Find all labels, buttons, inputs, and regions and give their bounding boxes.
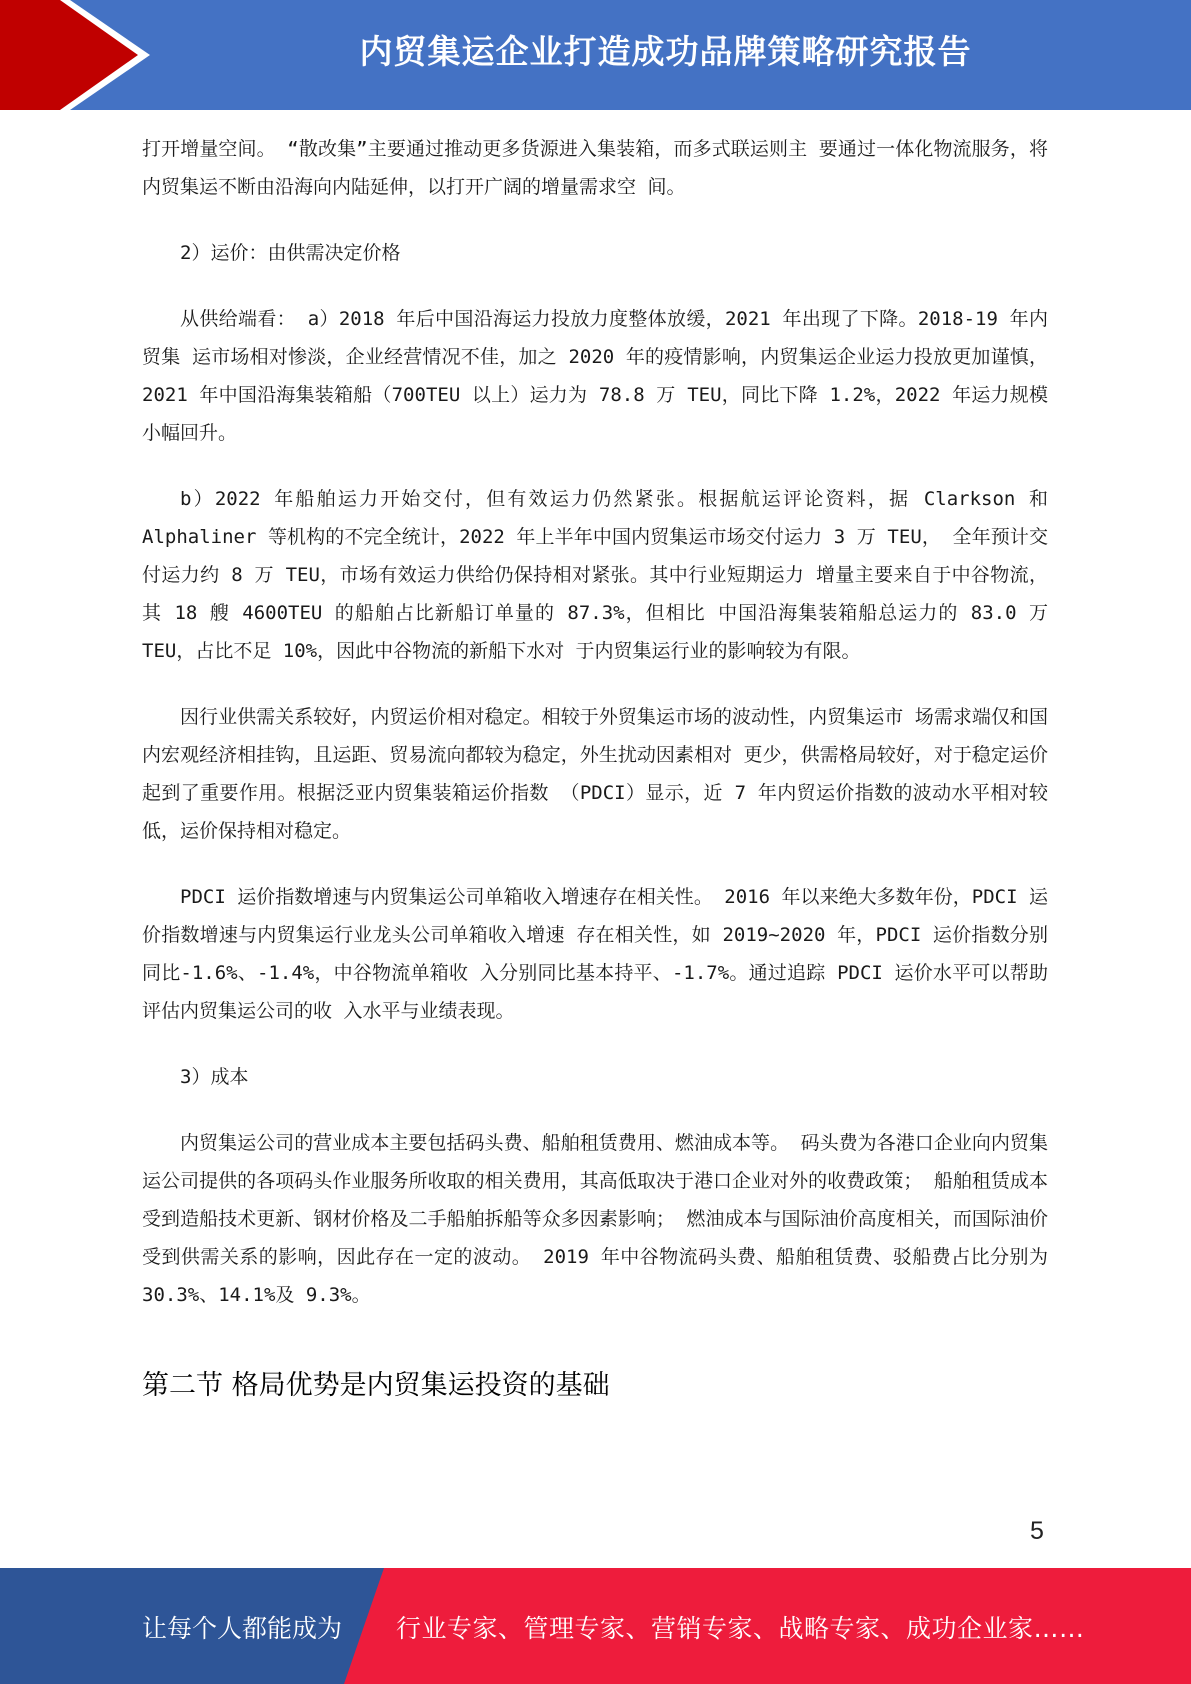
footer-slogan-left: 让每个人都能成为 bbox=[142, 1614, 343, 1643]
body-paragraph: 内贸集运公司的营业成本主要包括码头费、船舶租赁费用、燃油成本等。 码头费为各港口企业向内贸集运公司提供的各项码头作业服务所收取的相关费用，其高低取决于港口企业对外的收费政策； 船舶租赁成本受到造船技术更新、钢材价格及二手船舶拆船等众多因素影响； 燃油成本与国际油价高度相关，而国际油价受到供需关系的影响，因此存在一定的波动。 2019 年中谷物流码头费、船舶租赁费、驳船费占比分别为 30.3%、14.1%及 9.3%。 bbox=[142, 1132, 1048, 1306]
header-arrow-decoration bbox=[0, 0, 150, 110]
body-paragraph: 从供给端看： a）2018 年后中国沿海运力投放力度整体放缓，2021 年出现了下降。2018-19 年内贸集 运市场相对惨淡，企业经营情况不佳，加之 2020 年的疫情影响，内贸集运企业运力投放更加谨慎， 2021 年中国沿海集装箱船（700TEU 以上）运力为 78.8 万 TEU，同比下降 1.2%，2022 年运力规模小幅回升。 bbox=[142, 308, 1048, 444]
report-title: 内贸集运企业打造成功品牌策略研究报告 bbox=[359, 32, 972, 71]
body-paragraph: b）2022 年船舶运力开始交付，但有效运力仍然紧张。根据航运评论资料，据 Clarkson 和 Alphaliner 等机构的不完全统计，2022 年上半年中国内贸集运市场交付运力 3 万 TEU， 全年预计交付运力约 8 万 TEU，市场有效运力供给仍保持相对紧张。其中行业短期运力 增量主要来自于中谷物流，其 18 艘 4600TEU 的船舶占比新船订单量的 87.3%，但相比 中国沿海集装箱船总运力的 83.0 万 TEU，占比不足 10%，因此中谷物流的新船下水对 于内贸集运行业的影响较为有限。 bbox=[142, 488, 1048, 662]
page-footer bbox=[0, 1568, 1191, 1684]
subsection-heading-price: 2）运价：由供需决定价格 bbox=[180, 242, 401, 264]
body-paragraph: PDCI 运价指数增速与内贸集运公司单箱收入增速存在相关性。 2016 年以来绝大多数年份，PDCI 运价指数增速与内贸集运行业龙头公司单箱收入增速 存在相关性，如 2019~2020 年，PDCI 运价指数分别同比-1.6%、-1.4%，中谷物流单箱收 入分别同比基本持平、-1.7%。通过追踪 PDCI 运价水平可以帮助评估内贸集运公司的收 入水平与业绩表现。 bbox=[142, 886, 1048, 1022]
report-body bbox=[142, 130, 1048, 1314]
body-paragraph: 打开增量空间。 “散改集”主要通过推动更多货源进入集装箱，而多式联运则主 要通过一体化物流服务，将内贸集运不断由沿海向内陆延伸，以打开广阔的增量需求空 间。 bbox=[142, 138, 1048, 198]
body-paragraph: 因行业供需关系较好，内贸运价相对稳定。相较于外贸集运市场的波动性，内贸集运市 场需求端仅和国内宏观经济相挂钩，且运距、贸易流向都较为稳定，外生扰动因素相对 更少，供需格局较好，对于稳定运价起到了重要作用。根据泛亚内贸集装箱运价指数 （PDCI）显示，近 7 年内贸运价指数的波动水平相对较低，运价保持相对稳定。 bbox=[142, 706, 1048, 842]
page-header bbox=[0, 0, 1191, 110]
page-number: 5 bbox=[1030, 1517, 1044, 1545]
footer-slogan-right: 行业专家、管理专家、营销专家、战略专家、成功企业家…… bbox=[396, 1614, 1085, 1643]
subsection-heading-cost: 3）成本 bbox=[180, 1066, 249, 1088]
section-heading: 第二节 格局优势是内贸集运投资的基础 bbox=[142, 1370, 610, 1401]
